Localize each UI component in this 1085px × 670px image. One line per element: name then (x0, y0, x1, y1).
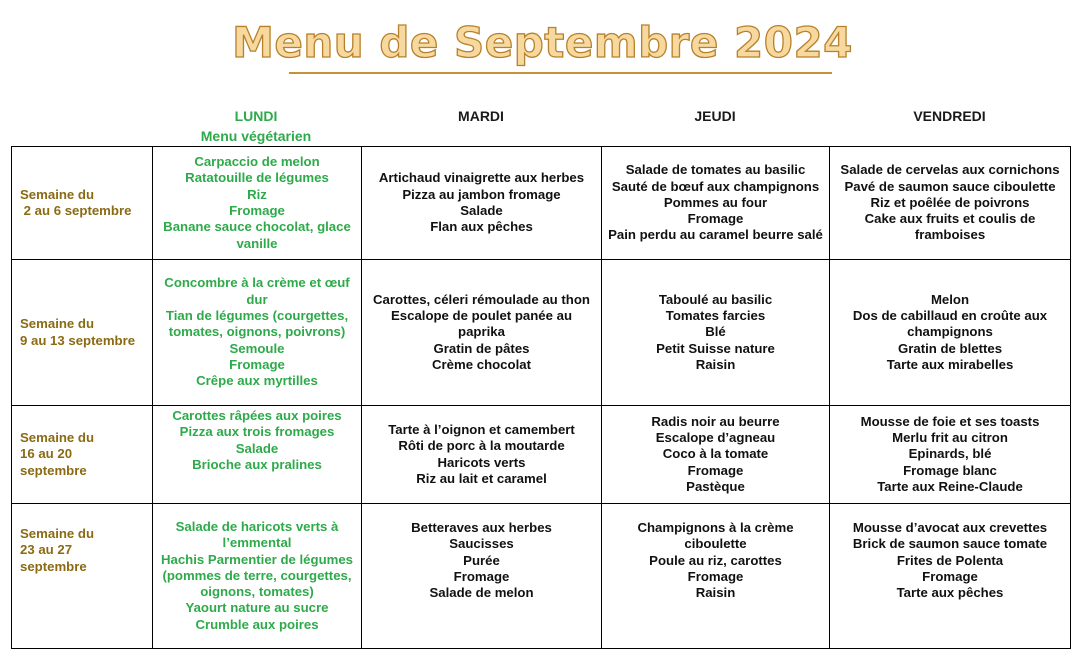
lundi-cell (153, 260, 362, 406)
dish: Pizza aux trois fromages (179, 424, 335, 440)
dish: Merlu frit au citron (892, 430, 1008, 446)
dish: Blé (705, 324, 726, 340)
dish: Purée (463, 552, 500, 568)
dish: Taboulé au basilic (658, 291, 773, 307)
dish: Tarte aux Reine-Claude (877, 478, 1023, 494)
dish: Ratatouille de légumes (185, 170, 329, 186)
dish: Yaourt nature au sucre (185, 600, 329, 616)
dish: Betteraves aux herbes (411, 520, 552, 535)
dish: Tarte à l’oignon et camembert (388, 421, 575, 437)
dish: Mousse d’avocat aux crevettes (852, 520, 1048, 535)
page-title: Menu de Septembre 2024 (232, 18, 853, 67)
dish: Crêpe aux myrtilles (196, 373, 318, 389)
jeudi-cell (602, 260, 830, 406)
dish: Salade de melon (429, 585, 534, 601)
week-label-line: 23 au 27 (20, 542, 73, 558)
dish: Escalope de poulet panée au paprika (390, 308, 572, 340)
week-label-line: 9 au 13 septembre (20, 332, 136, 348)
dish: Fromage (922, 568, 978, 584)
dish: Salade (460, 203, 503, 218)
dish: Brioche aux pralines (192, 456, 322, 472)
dish: Tarte aux mirabelles (886, 356, 1014, 372)
dish: Sauté de bœuf aux champignons (611, 178, 820, 194)
dish: Fromage (453, 568, 510, 584)
dish: Gratin de blettes (897, 340, 1003, 356)
dish: Pavé de saumon sauce ciboulette (844, 178, 1056, 194)
week-label (12, 504, 153, 649)
week-label-line: Semaine du (20, 316, 95, 332)
dish: Fromage (687, 211, 744, 227)
dish: Salade de tomates au basilic (625, 162, 806, 178)
jeudi-cell (602, 406, 830, 504)
week-row (12, 406, 1071, 504)
dish: Tian de légumes (courgettes, tomates, oignons, poivrons) (165, 308, 349, 340)
title-underline (289, 72, 832, 74)
dish: Artichaud vinaigrette aux herbes (378, 170, 585, 186)
vendredi-cell (830, 147, 1071, 260)
mardi-cell (362, 147, 602, 260)
dish: Radis noir au beurre (651, 413, 780, 429)
header-lundi-label: LUNDI (234, 108, 278, 124)
dish: Fromage blanc (903, 462, 997, 478)
week-label-line: Semaine du (20, 186, 95, 202)
dish: Crème chocolat (432, 356, 531, 372)
header-lundi (152, 106, 360, 146)
dish: Cake aux fruits et coulis de framboises (864, 211, 1036, 243)
dish: Tomates farcies (665, 308, 766, 324)
vendredi-cell (830, 406, 1071, 504)
mardi-cell (362, 406, 602, 504)
dish: Pain perdu au caramel beurre salé (608, 227, 823, 243)
dish: Carpaccio de melon (194, 154, 320, 170)
dish: Haricots verts (437, 454, 526, 470)
dish: Fromage (229, 356, 285, 372)
week-label-line: Semaine du (20, 430, 95, 446)
dish: Melon (930, 291, 970, 307)
week-row (12, 147, 1071, 260)
dish: Riz (247, 186, 267, 202)
dish: Pizza au jambon fromage (402, 186, 561, 202)
jeudi-cell (602, 504, 830, 649)
dish: Carottes râpées aux poires (172, 408, 342, 423)
jeudi-cell (602, 147, 830, 260)
dish: Banane sauce chocolat, glace vanille (163, 219, 351, 251)
dish: Concombre à la crème et œuf dur (164, 275, 350, 307)
lundi-cell (153, 504, 362, 649)
week-label (12, 147, 153, 260)
dish: Hachis Parmentier de légumes (pommes de terre, courgettes, oignons, tomates) (160, 551, 354, 600)
dish: Saucisses (449, 536, 514, 552)
dish: Gratin de pâtes (433, 340, 530, 356)
dish: Raisin (695, 585, 736, 601)
dish: Brick de saumon sauce tomate (852, 536, 1048, 552)
mardi-cell (362, 260, 602, 406)
dish: Mousse de foie et ses toasts (860, 413, 1040, 429)
menu-table (11, 146, 1071, 649)
dish: Pommes au four (663, 194, 768, 210)
header-lundi-subtitle: Menu végétarien (200, 128, 312, 144)
dish: Petit Suisse nature (656, 340, 775, 356)
dish: Flan aux pêches (430, 219, 533, 235)
header-jeudi: JEUDI (694, 108, 736, 124)
week-label-line: septembre (20, 462, 87, 478)
week-label (12, 260, 153, 406)
dish: Tarte aux pêches (896, 585, 1004, 601)
dish: Crumble aux poires (195, 616, 319, 632)
dish: Riz au lait et caramel (416, 470, 547, 486)
dish: Coco à la tomate (662, 446, 769, 462)
dish: Carottes, céleri rémoulade au thon (373, 291, 590, 307)
dish: Epinards, blé (908, 446, 992, 462)
lundi-cell (153, 147, 362, 260)
dish: Semoule (229, 340, 285, 356)
dish: Salade de haricots verts à l’emmental (175, 518, 339, 551)
dish: Fromage (229, 203, 285, 218)
dish: Escalope d’agneau (655, 430, 776, 446)
dish: Champignons à la crème ciboulette (637, 520, 794, 552)
vendredi-cell (830, 260, 1071, 406)
lundi-cell (153, 406, 362, 504)
vendredi-cell (830, 504, 1071, 649)
dish: Rôti de porc à la moutarde (398, 438, 565, 454)
week-label-line: 16 au 20 (20, 446, 73, 462)
week-row (12, 260, 1071, 406)
week-label-line: Semaine du (20, 526, 95, 541)
dish: Frites de Polenta (896, 552, 1004, 568)
dish: Salade (235, 440, 279, 456)
header-vendredi: VENDREDI (913, 108, 986, 124)
week-label-line: septembre (20, 558, 87, 574)
dish: Fromage (687, 462, 744, 478)
header-mardi: MARDI (458, 108, 504, 124)
dish: Salade de cervelas aux cornichons (840, 162, 1060, 178)
dish: Raisin (695, 356, 736, 372)
dish: Poule au riz, carottes (649, 552, 782, 568)
dish: Dos de cabillaud en croûte aux champignons (852, 308, 1048, 340)
week-row (12, 504, 1071, 649)
dish: Riz et poêlée de poivrons (870, 194, 1030, 210)
mardi-cell (362, 504, 602, 649)
dish: Pastèque (686, 478, 745, 494)
week-label-line: 2 au 6 septembre (20, 203, 132, 218)
dish: Fromage (687, 568, 744, 584)
week-label (12, 406, 153, 504)
